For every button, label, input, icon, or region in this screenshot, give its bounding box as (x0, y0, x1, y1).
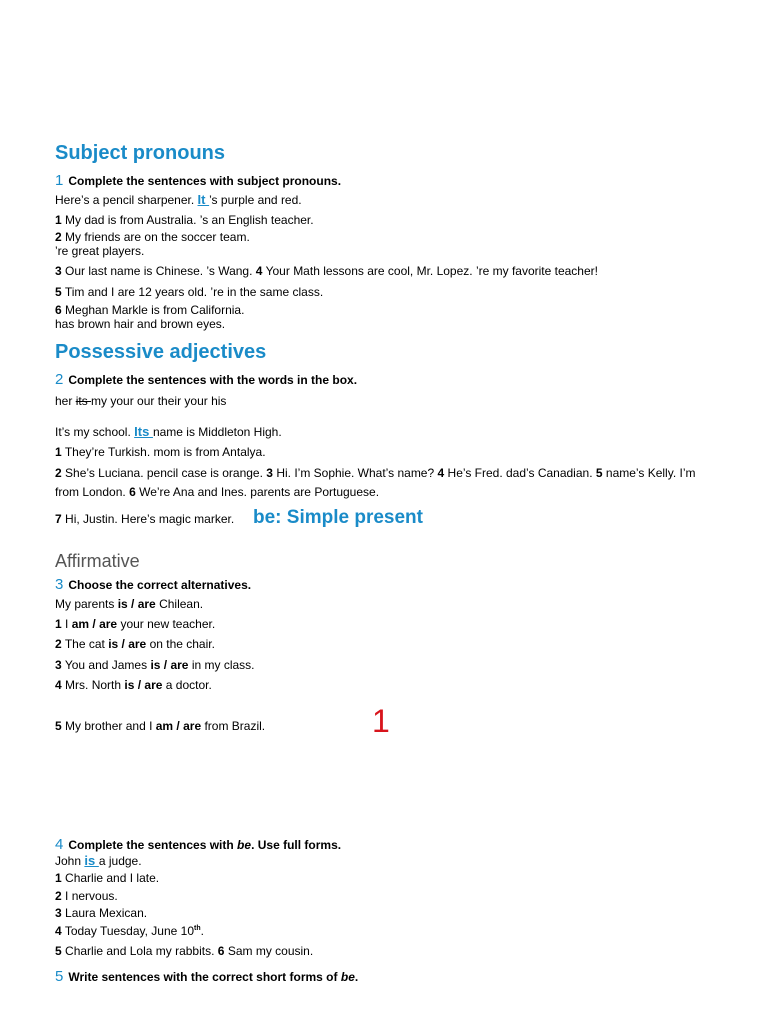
exercise-4-instruction: 4 Complete the sentences with be. Use full forms. (55, 836, 342, 853)
sentence-item: 1 Charlie and I late. (55, 871, 160, 885)
exercise-number: 4 (55, 836, 64, 853)
exercise-1-example: Here’s a pencil sharpener. It ’s purple and red. (55, 192, 302, 207)
sentence-item: 2 She’s Luciana. pencil case is orange. 3 Hi. I’m Sophie. What’s name? 4 He’s Fred. dad’s Canadian. 5 name’s Kelly. I’m (55, 466, 696, 480)
exercise-5-instruction: 5 Write sentences with the correct short forms of be. (55, 968, 359, 985)
exercise-4-example: John is a judge. (55, 853, 142, 868)
exercise-number: 5 (55, 968, 64, 985)
sentence-item: 3 Laura Mexican. (55, 906, 148, 920)
sentence-item-continued: ’re great players. (55, 244, 145, 258)
exercise-number: 2 (55, 371, 64, 388)
choice-item: My parents is / are Chilean. (55, 597, 204, 611)
choice-options: am / are (71, 617, 118, 631)
sentence-item: 3 Our last name is Chinese. ’s Wang. 4 Your Math lessons are cool, Mr. Lopez. ’re my favorite teacher! (55, 264, 598, 278)
sentence-item-continued: has brown hair and brown eyes. (55, 317, 226, 331)
choice-options: am / are (155, 719, 202, 733)
exercise-1-instruction: 1 Complete the sentences with subject pronouns. (55, 172, 342, 189)
example-answer: is (84, 853, 99, 868)
possessive-adjectives-heading: Possessive adjectives (55, 341, 267, 363)
sentence-item: 4 Today Tuesday, June 10th. (55, 924, 204, 938)
sentence-item: 5 Charlie and Lola my rabbits. 6 Sam my cousin. (55, 944, 314, 958)
subject-pronouns-heading: Subject pronouns (55, 142, 225, 164)
choice-options: is / are (117, 597, 156, 611)
sentence-item: 2 I nervous. (55, 889, 118, 903)
example-answer: It (197, 192, 210, 207)
exercise-2-example: It’s my school. Its name is Middleton High. (55, 424, 282, 439)
sentence-item: 6 Meghan Markle is from California. (55, 303, 245, 317)
exercise-number: 1 (55, 172, 64, 189)
affirmative-subheading: Affirmative (55, 551, 140, 571)
choice-item: 4 Mrs. North is / are a doctor. (55, 678, 212, 692)
choice-item: 5 My brother and I am / are from Brazil. (55, 719, 266, 733)
choice-item: 2 The cat is / are on the chair. (55, 637, 215, 651)
sentence-item: from London. 6 We’re Ana and Ines. parents are Portuguese. (55, 485, 380, 499)
choice-options: is / are (150, 658, 189, 672)
choice-options: is / are (124, 678, 163, 692)
exercise-number: 3 (55, 576, 64, 593)
choice-item: 1 I am / are your new teacher. (55, 617, 216, 631)
example-answer: Its (134, 424, 153, 439)
exercise-2-instruction: 2 Complete the sentences with the words in the box. (55, 371, 358, 388)
sentence-item: 1 They’re Turkish. mom is from Antalya. (55, 445, 266, 459)
choice-options: is / are (108, 637, 147, 651)
struck-word: its (75, 394, 92, 408)
choice-item: 3 You and James is / are in my class. (55, 658, 255, 672)
sentence-item: 2 My friends are on the soccer team. (55, 230, 250, 244)
sentence-item: 1 My dad is from Australia. ’s an English teacher. (55, 213, 314, 227)
page-number: 1 (372, 703, 390, 739)
be-simple-present-heading: be: Simple present (253, 507, 423, 528)
word-box: her its my your our their your his (55, 394, 227, 408)
sentence-item: 5 Tim and I are 12 years old. ’re in the same class. (55, 285, 324, 299)
sentence-item: 7 Hi, Justin. Here’s magic marker. (55, 512, 235, 526)
exercise-3-instruction: 3 Choose the correct alternatives. (55, 576, 252, 593)
